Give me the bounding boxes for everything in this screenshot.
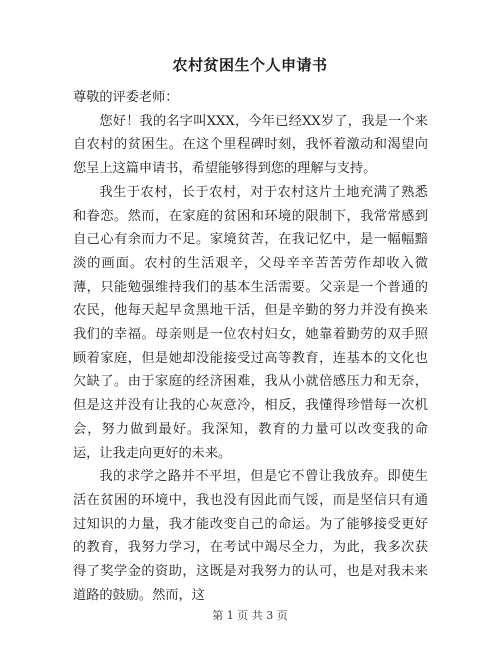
paragraph-family-background: 我生于农村，长于农村，对于农村这片土地充满了熟悉和眷恋。然而，在家庭的贫困和环境的限制下，我常常感到自己心有余而力不足。家境贫苦，在我记忆中，是一幅幅黯淡的画面。农村的生活艰辛，父母辛辛苦苦劳作却收入微薄，只能勉强维持我们的基本生活需要。父亲是一个普通的农民，他每天起早贪黑地干活，但是辛勤的努力并没有换来我们的幸福。母亲则是一位农村妇女，她靠着勤劳的双手照顾着家庭，但是她却没能接受过高等教育，连基本的文化也欠缺了。由于家庭的经济困难，我从小就倍感压力和无奈，但是这并没有让我的心灰意冷，相反，我懂得珍惜每一次机会，努力做到最好。我深知，教育的力量可以改变我的命运，让我走向更好的未来。: [73, 184, 428, 461]
document-body: [73, 86, 428, 607]
paragraph-study-journey: 我的求学之路并不平坦，但是它不曾让我放弃。即使生活在贫困的环境中，我也没有因此而气馁，而是坚信只有通过知识的力量，我才能改变自己的命运。为了能够接受更好的教育，我努力学习，在考试中竭尽全力，为此，我多次获得了奖学金的资助，这既是对我努力的认可，也是对我未来道路的鼓励。然而，这: [73, 469, 428, 603]
salutation: 尊敬的评委老师：: [73, 90, 179, 105]
document-title: 农村贫困生个人申请书: [172, 56, 328, 74]
page-number: 第 1 页 共 3 页: [212, 609, 288, 622]
paragraph-greeting: 您好！我的名字叫XXX，今年已经XX岁了，我是一个来自农村的贫困生。在这个里程碑时刻，我怀着激动和渴望向您呈上这篇申请书，希望能够得到您的理解与支持。: [73, 113, 428, 177]
